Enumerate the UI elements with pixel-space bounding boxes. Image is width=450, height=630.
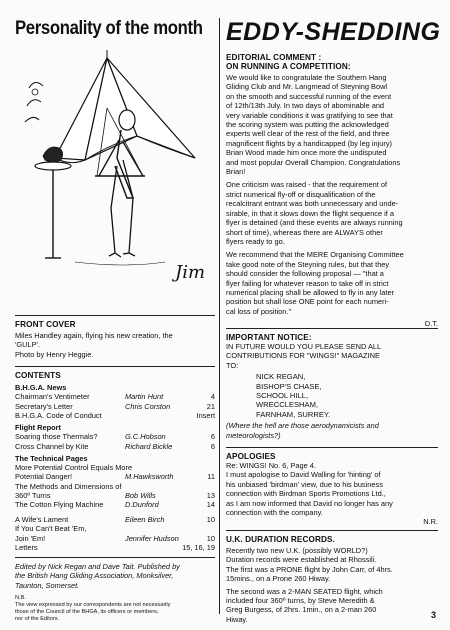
- notice-heading: IMPORTANT NOTICE:: [226, 333, 312, 342]
- divider: [226, 447, 438, 448]
- apologies-line: Re: WINGS! No. 6, Page 4.: [226, 461, 316, 470]
- edited-by-line: the British Hang Gliding Association, Monksilver,: [15, 571, 174, 581]
- eddy-shedding-title: EDDY-SHEDDING: [226, 18, 441, 46]
- toc-author: Bob Wills: [125, 490, 156, 500]
- contents-heading: CONTENTS: [15, 371, 61, 380]
- toc-title: Join 'Em!: [15, 533, 46, 543]
- nb-line: those of the Council of the BHGA, its officers or members,: [15, 609, 159, 616]
- toc-author: [93, 543, 155, 552]
- notice-line: CONTRIBUTIONS FOR "WINGS!" MAGAZINE: [226, 351, 380, 361]
- text-line: the scoring system was putting the acknowledged: [226, 120, 389, 130]
- hang-glider-cartoon: [15, 48, 215, 313]
- divider: [15, 557, 215, 558]
- text-line: should consider the following proposal — "that a: [226, 269, 384, 279]
- toc-page: 21: [206, 401, 215, 411]
- toc-title: The Methods and Dimensions of: [15, 481, 122, 491]
- toc-row[interactable]: [15, 515, 215, 524]
- artist-signature: Jim: [175, 262, 206, 283]
- toc-row[interactable]: [15, 463, 215, 472]
- toc-author: [125, 411, 187, 420]
- front-cover-line: Photo by Henry Heggie.: [15, 349, 94, 359]
- toc-row[interactable]: [15, 392, 215, 401]
- address-line: BISHOP'S CHASE,: [256, 381, 322, 391]
- apologies-line: connection with Birdman Sports Promotions Ltd.,: [226, 489, 386, 499]
- text-line: flyer failing for whatever reason to take off in strict: [226, 278, 389, 288]
- toc-group-name: Flight Report: [15, 423, 61, 433]
- apologies-line: as I am now informed that David no longer has any: [226, 498, 393, 508]
- records-line: Greg Burgess, of 2hrs. 1min., on a 2-man 260: [226, 605, 377, 615]
- toc-title: A Wife's Lament: [15, 515, 69, 525]
- front-cover-section: [15, 315, 215, 359]
- text-line: position but shall lose ONE point for each numeri-: [226, 297, 389, 307]
- apologies-line: connection with the company.: [226, 508, 323, 518]
- credits-section: [15, 557, 215, 623]
- toc-row[interactable]: [15, 432, 215, 441]
- nb-label: N.B.: [15, 595, 26, 602]
- text-line: on the smooth and successful running of the event: [226, 91, 392, 101]
- apologies-heading: APOLOGIES: [226, 452, 276, 461]
- text-line: cal loss of position.": [226, 306, 292, 316]
- editorial-heading: EDITORIAL COMMENT :: [226, 53, 322, 62]
- toc-row[interactable]: [15, 411, 215, 420]
- toc-page: 13: [206, 490, 215, 500]
- page-number: 3: [430, 610, 436, 620]
- toc-title: If You Can't Beat 'Em,: [15, 524, 87, 534]
- toc-page: [187, 524, 215, 533]
- toc-row[interactable]: [15, 524, 215, 533]
- toc-page: [187, 482, 215, 491]
- toc-page: 10: [206, 533, 215, 543]
- contents-section: [15, 366, 215, 552]
- notice-line: TO:: [226, 360, 239, 370]
- toc-page: 11: [207, 472, 215, 482]
- text-line: and most popular Overall Champion. Congratulations: [226, 157, 401, 167]
- toc-title: The Cotton Flying Machine: [15, 500, 104, 510]
- personality-title: Personality of the month: [15, 18, 203, 39]
- records-heading: U.K. DURATION RECORDS.: [226, 535, 335, 544]
- toc-row[interactable]: [15, 500, 215, 509]
- notice-line: IN FUTURE WOULD YOU PLEASE SEND ALL: [226, 342, 382, 351]
- toc-page: 15, 16, 19: [182, 542, 215, 552]
- toc-row[interactable]: [15, 534, 215, 543]
- front-cover-heading: FRONT COVER: [15, 320, 76, 329]
- text-line: Brian!: [226, 167, 246, 177]
- text-line: One criticism was raised - that the requirement of: [226, 180, 388, 190]
- records-line: Recently two new U.K. (possibly WORLD?): [226, 546, 368, 555]
- column-divider: [219, 18, 220, 614]
- toc-page: 4: [210, 392, 215, 402]
- toc-author: Richard Bickle: [125, 441, 173, 451]
- text-line: numerical placing shall be allowed to fly in any later: [226, 287, 395, 297]
- editorial-signature: D.T.: [424, 319, 438, 329]
- apologies-line: I must apologise to David Walling for 'hinting' of: [226, 470, 381, 480]
- toc-title: Letters: [15, 542, 38, 552]
- divider: [15, 315, 215, 316]
- mailing-address: [256, 372, 438, 419]
- toc-author: Eileen Birch: [125, 515, 165, 525]
- toc-author: Chris Corston: [125, 401, 171, 411]
- toc-title: Soaring those Thermals?: [15, 432, 98, 442]
- apologies-signature: N.R.: [423, 517, 438, 527]
- toc-row[interactable]: [15, 543, 215, 552]
- notice-aside: (Where the hell are those aerodynamicists and: [226, 421, 379, 431]
- toc-author: [125, 482, 187, 491]
- toc-title: Potential Danger!: [15, 472, 73, 482]
- edited-by-line: Edited by Nick Regan and Dave Tait. Published by: [15, 562, 180, 571]
- text-line: magnificent flights by a handicapped (by leg injury): [226, 138, 392, 148]
- text-line: strict numerical fly-off or disqualification of the: [226, 189, 376, 199]
- text-line: recalcitrant entrant was both unnecessary and unde-: [226, 199, 399, 209]
- toc-author: Jennifer Hudson: [125, 533, 179, 543]
- text-line: sirable, in that it slows down the flight sequence if a: [226, 208, 395, 218]
- records-line: Hiway.: [226, 614, 248, 624]
- text-line: flyers ready to go.: [226, 236, 285, 246]
- right-column: [226, 18, 441, 329]
- text-line: flyer is detained (and these events are always running: [226, 218, 403, 228]
- toc-author: Martin Hunt: [125, 392, 164, 402]
- address-line: FARNHAM, SURREY.: [256, 409, 331, 419]
- text-line: of 12th/13th July. In two days of abominable and: [226, 101, 385, 111]
- divider: [226, 328, 438, 329]
- toc-page: 14: [206, 500, 215, 510]
- address-line: WRECCLESHAM,: [256, 400, 319, 410]
- text-line: Gliding Club and Mr. Langmead of Steyning Bowl: [226, 82, 388, 92]
- toc-page: 6: [210, 432, 215, 442]
- toc-author: M.Hawksworth: [125, 472, 174, 482]
- editorial-section: [226, 53, 438, 329]
- toc-author: [125, 524, 187, 533]
- left-column: [15, 18, 215, 40]
- apologies-section: [226, 447, 438, 527]
- toc-author: [132, 463, 189, 472]
- toc-row[interactable]: [15, 472, 215, 481]
- toc-title: Chairman's Ventimeter: [15, 392, 90, 402]
- text-line: very variable conditions it was gratifying to see that: [226, 110, 393, 120]
- edited-by-line: Taunton, Somerset.: [15, 580, 80, 590]
- nb-line: nor of the Editors.: [15, 616, 60, 623]
- toc-group-name: The Technical Pages: [15, 453, 88, 463]
- toc-page: 6: [210, 441, 215, 451]
- toc-author: G.C.Hobson: [125, 432, 166, 442]
- address-line: SCHOOL HILL,: [256, 391, 309, 401]
- nb-line: The view expressed by our correspondents are not necessarily: [15, 602, 171, 609]
- divider: [15, 366, 215, 367]
- toc-title: 360º Turns: [15, 490, 51, 500]
- front-cover-line: Miles Handley again, flying his new creation, the: [15, 331, 173, 340]
- editorial-paragraph: [226, 73, 438, 176]
- text-line: short of time), whereas there are ALWAYS other: [226, 227, 383, 237]
- front-cover-line: 'GULP'.: [15, 340, 41, 350]
- address-line: NICK REGAN,: [256, 372, 306, 382]
- editorial-subheading: ON RUNNING A COMPETITION:: [226, 62, 351, 71]
- toc-row[interactable]: [15, 482, 215, 491]
- toc-row[interactable]: [15, 402, 215, 411]
- apologies-line: his unbiased 'birdman' view, due to his business: [226, 479, 383, 489]
- editorial-paragraph: [226, 250, 438, 316]
- toc-title: Secretary's Letter: [15, 401, 73, 411]
- records-section: [226, 530, 438, 624]
- toc-title: More Potential Control Equals More: [15, 463, 133, 473]
- toc-row[interactable]: [15, 491, 215, 500]
- text-line: We recommend that the MERE Organising Committee: [226, 250, 404, 260]
- toc-page: [189, 463, 215, 472]
- records-line: The first was a PRONE flight by John Carr, of 4hrs.: [226, 564, 393, 574]
- text-line: Brian Wood made him once more the undisputed: [226, 148, 387, 158]
- editorial-paragraph: [226, 180, 438, 246]
- toc-title: Cross Channel by Kite: [15, 441, 89, 451]
- notice-aside: meteorologists?): [226, 430, 281, 440]
- text-line: experts well clear of the rest of the field, and three: [226, 129, 390, 139]
- toc-author: D.Dunford: [125, 500, 159, 510]
- records-line: Duration records were established at Rhossili.: [226, 555, 377, 565]
- toc-group-name: B.H.G.A. News: [15, 383, 67, 392]
- records-line: included four 360º turns, by Steve Meredith &: [226, 596, 375, 606]
- toc-page: 10: [206, 515, 215, 525]
- records-line: The second was a 2-MAN SEATED flight, which: [226, 586, 383, 596]
- divider: [226, 530, 438, 531]
- text-line: We would like to congratulate the Southern Hang: [226, 73, 387, 82]
- toc-row[interactable]: [15, 442, 215, 451]
- records-line: 15mins., on a Prone 260 Hiway.: [226, 574, 331, 584]
- text-line: take good note of the Steyning rules, but that they: [226, 259, 390, 269]
- toc-title: B.H.G.A. Code of Conduct: [15, 410, 102, 420]
- toc-page: Insert: [196, 410, 215, 420]
- notice-section: [226, 328, 438, 440]
